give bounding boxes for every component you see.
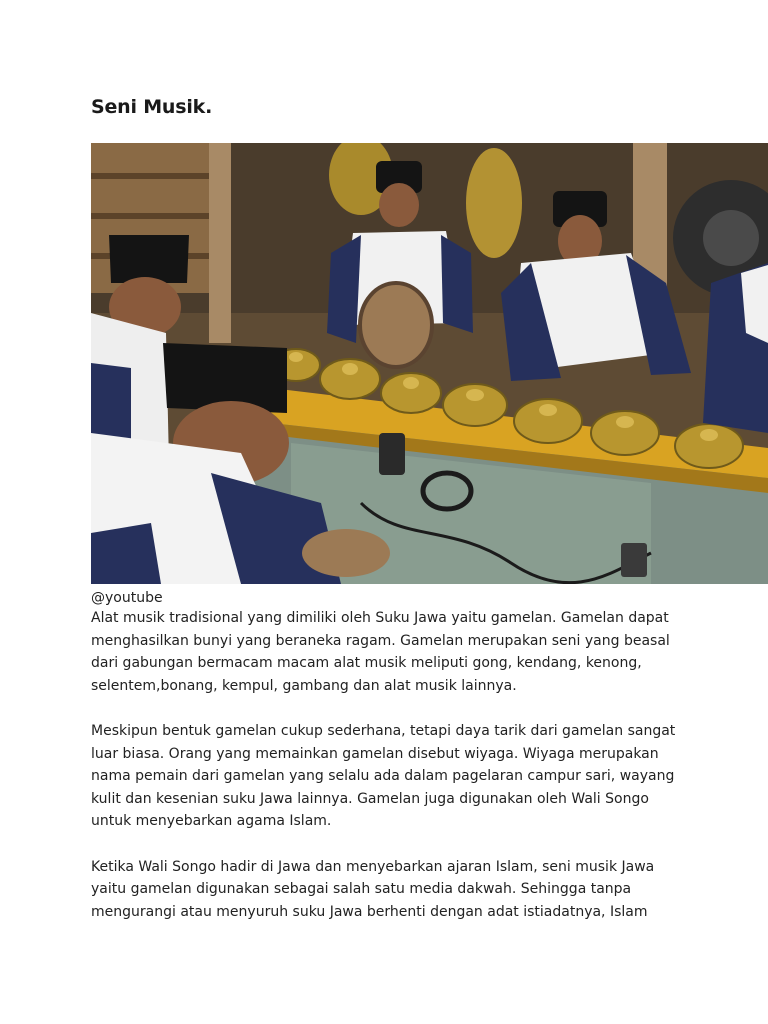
article-heading: Seni Musik. bbox=[91, 96, 213, 118]
gamelan-photo-illustration bbox=[91, 143, 768, 584]
article-body bbox=[91, 607, 691, 946]
paragraph: Ketika Wali Songo hadir di Jawa dan menyebarkan ajaran Islam, seni musik Jawa yaitu gamelan digunakan sebagai salah satu media dakwah. Sehingga tanpa mengurangi atau menyuruh suku Jawa berhenti dengan adat istiadatnya, Islam bbox=[91, 858, 655, 920]
article-photo bbox=[91, 143, 768, 584]
image-caption: @youtube bbox=[91, 590, 163, 606]
paragraph: Meskipun bentuk gamelan cukup sederhana, tetapi daya tarik dari gamelan sangat luar biasa. Orang yang memainkan gamelan disebut wiyaga. Wiyaga merupakan nama pemain dari gamelan yang selalu ada dalam pagelaran campur sari, wayang kulit dan kesenian suku Jawa lainnya. Gamelan juga digunakan oleh Wali Songo untuk menyebarkan agama Islam. bbox=[91, 722, 676, 830]
paragraph: Alat musik tradisional yang dimiliki oleh Suku Jawa yaitu gamelan. Gamelan dapat menghasilkan bunyi yang beraneka ragam. Gamelan merupakan seni yang beasal dari gabungan bermacam macam alat musik meliputi gong, kendang, kenong, selentem,bonang, kempul, gambang dan alat musik lainnya. bbox=[91, 610, 670, 694]
